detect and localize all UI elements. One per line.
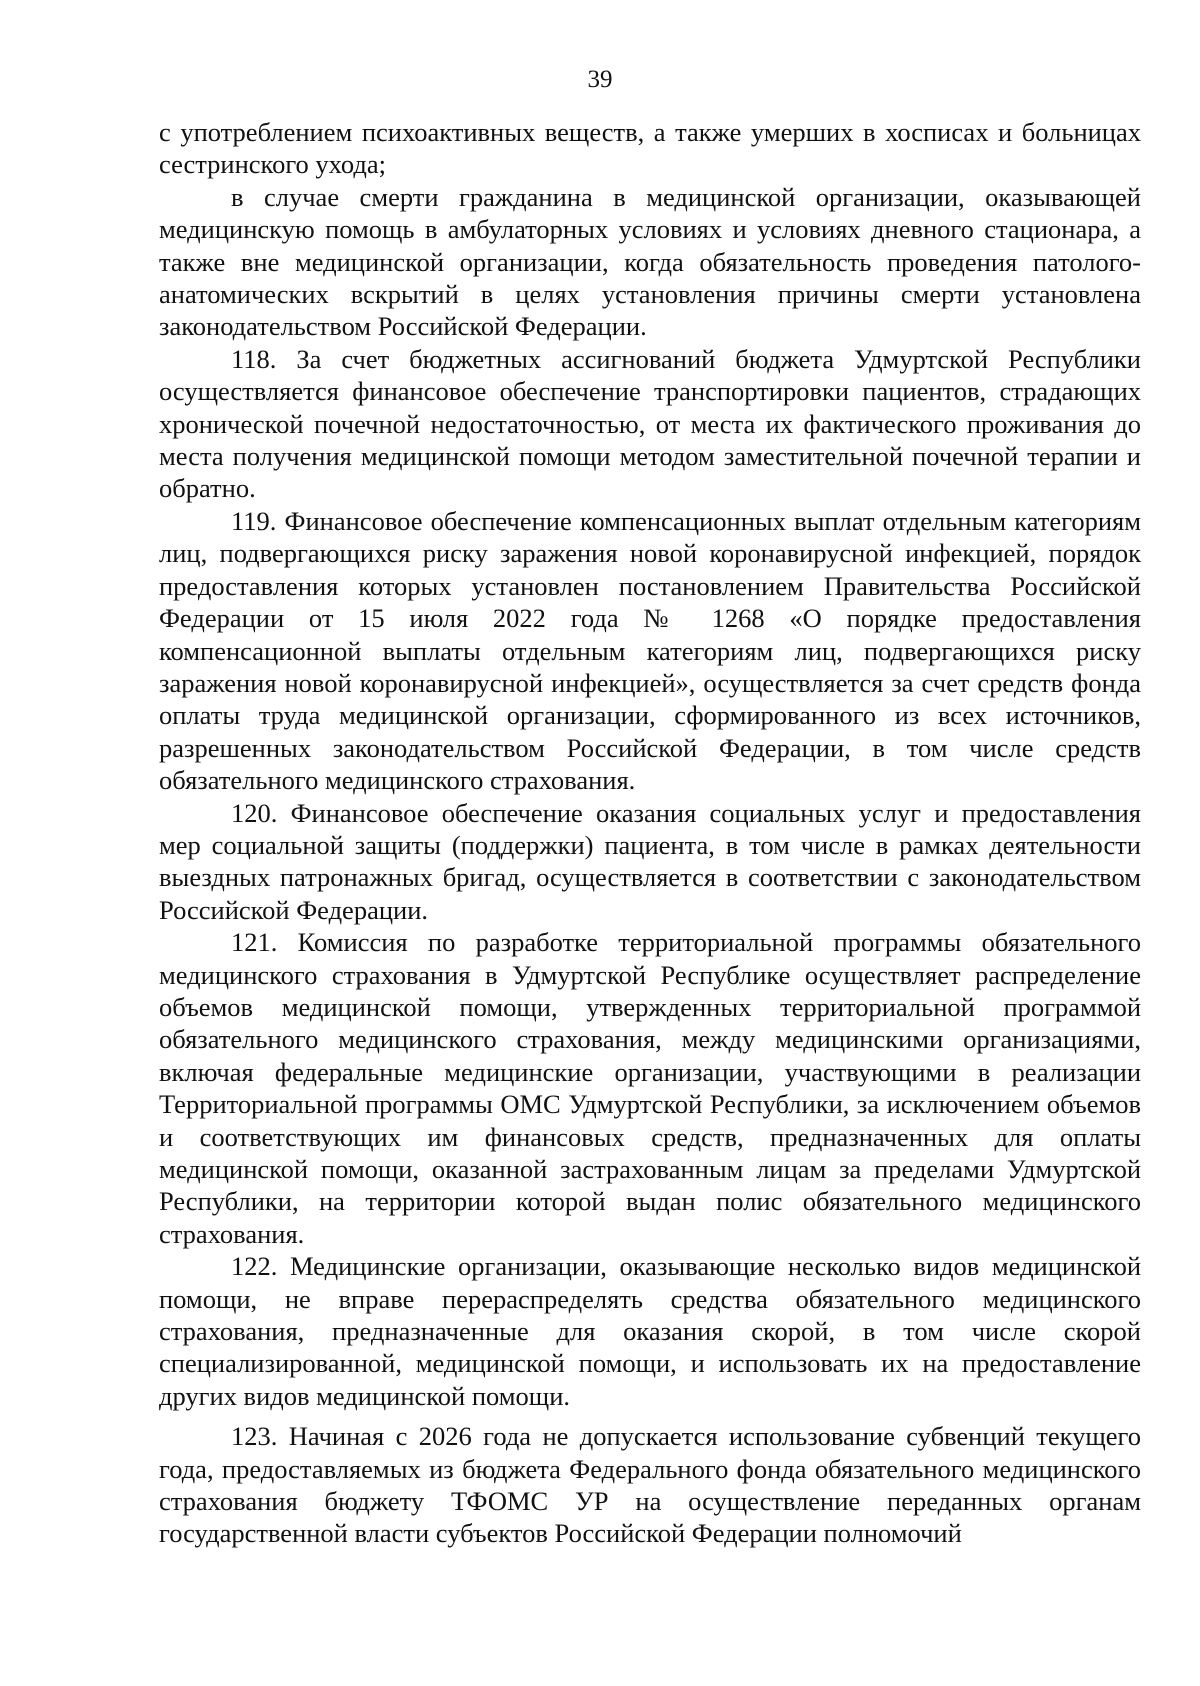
paragraph-121: 121. Комиссия по разработке территориальной программы обязательного медицинского страхования в Удмуртской Республике осуществляет распределение объемов медицинской помощи, утвержденных территориальной программой обязательного медицинского страхования, между медицинскими организациями, включая федеральные медицинские организации, участвующими в реализации Территориальной программы ОМС Удмуртской Республики, за исключением объемов и соответствующих им финансовых средств, предназначенных для оплаты медицинской помощи, оказанной застрахованным лицам за пределами Удмуртской Республики, на территории которой выдан полис обязательного медицинского страхования. [159, 927, 1141, 1249]
paragraph-118: 118. За счет бюджетных ассигнований бюджета Удмуртской Республики осуществляется финансовое обеспечение транспортировки пациентов, страдающих хронической почечной недостаточностью, от места их фактического проживания до места получения медицинской помощи методом заместительной почечной терапии и обратно. [159, 343, 1141, 504]
paragraph-119: 119. Финансовое обеспечение компенсационных выплат отдельным категориям лиц, подвергающихся риску заражения новой коронавирусной инфекцией, порядок предоставления которых установлен постановлением Правительства Российской Федерации от 15 июля 2022 года № 1268 «О порядке предоставления компенсационной выплаты отдельным категориям лиц, подвергающихся риску заражения новой коронавирусной инфекцией», осуществляется за счет средств фонда оплаты труда медицинской организации, сформированного из всех источников, разрешенных законодательством Российской Федерации, в том числе средств обязательного медицинского страхования. [159, 505, 1141, 796]
page-number: 39 [587, 66, 613, 93]
paragraph-death-case: в случае смерти гражданина в медицинской организации, оказывающей медицинскую помощь в амбулаторных условиях и условиях дневного стационара, а также вне медицинской организации, когда обязательность проведения патолого-анатомических вскрытий в целях установления причины смерти установлена законодательством Российской Федерации. [159, 181, 1141, 342]
paragraph-120: 120. Финансовое обеспечение оказания социальных услуг и предоставления мер социальной защиты (поддержки) пациента, в том числе в рамках деятельности выездных патронажных бригад, осуществляется в соответствии с законодательством Российской Федерации. [159, 797, 1141, 925]
paragraph-122: 122. Медицинские организации, оказывающие несколько видов медицинской помощи, не вправе перераспределять средства обязательного медицинского страхования, предназначенные для оказания скорой, в том числе скорой специализированной, медицинской помощи, и использовать их на предоставление других видов медицинской помощи. [159, 1251, 1141, 1411]
paragraph-continuation: с употреблением психоактивных веществ, а также умерших в хосписах и больницах сестринского ухода; [159, 117, 1141, 180]
paragraph-123: 123. Начиная с 2026 года не допускается использование субвенций текущего года, предоставляемых из бюджета Федерального фонда обязательного медицинского страхования бюджету ТФОМС УР на осуществление переданных органам государственной власти субъектов Российской Федерации полномочий [159, 1421, 1141, 1549]
document-body [159, 116, 1141, 1550]
